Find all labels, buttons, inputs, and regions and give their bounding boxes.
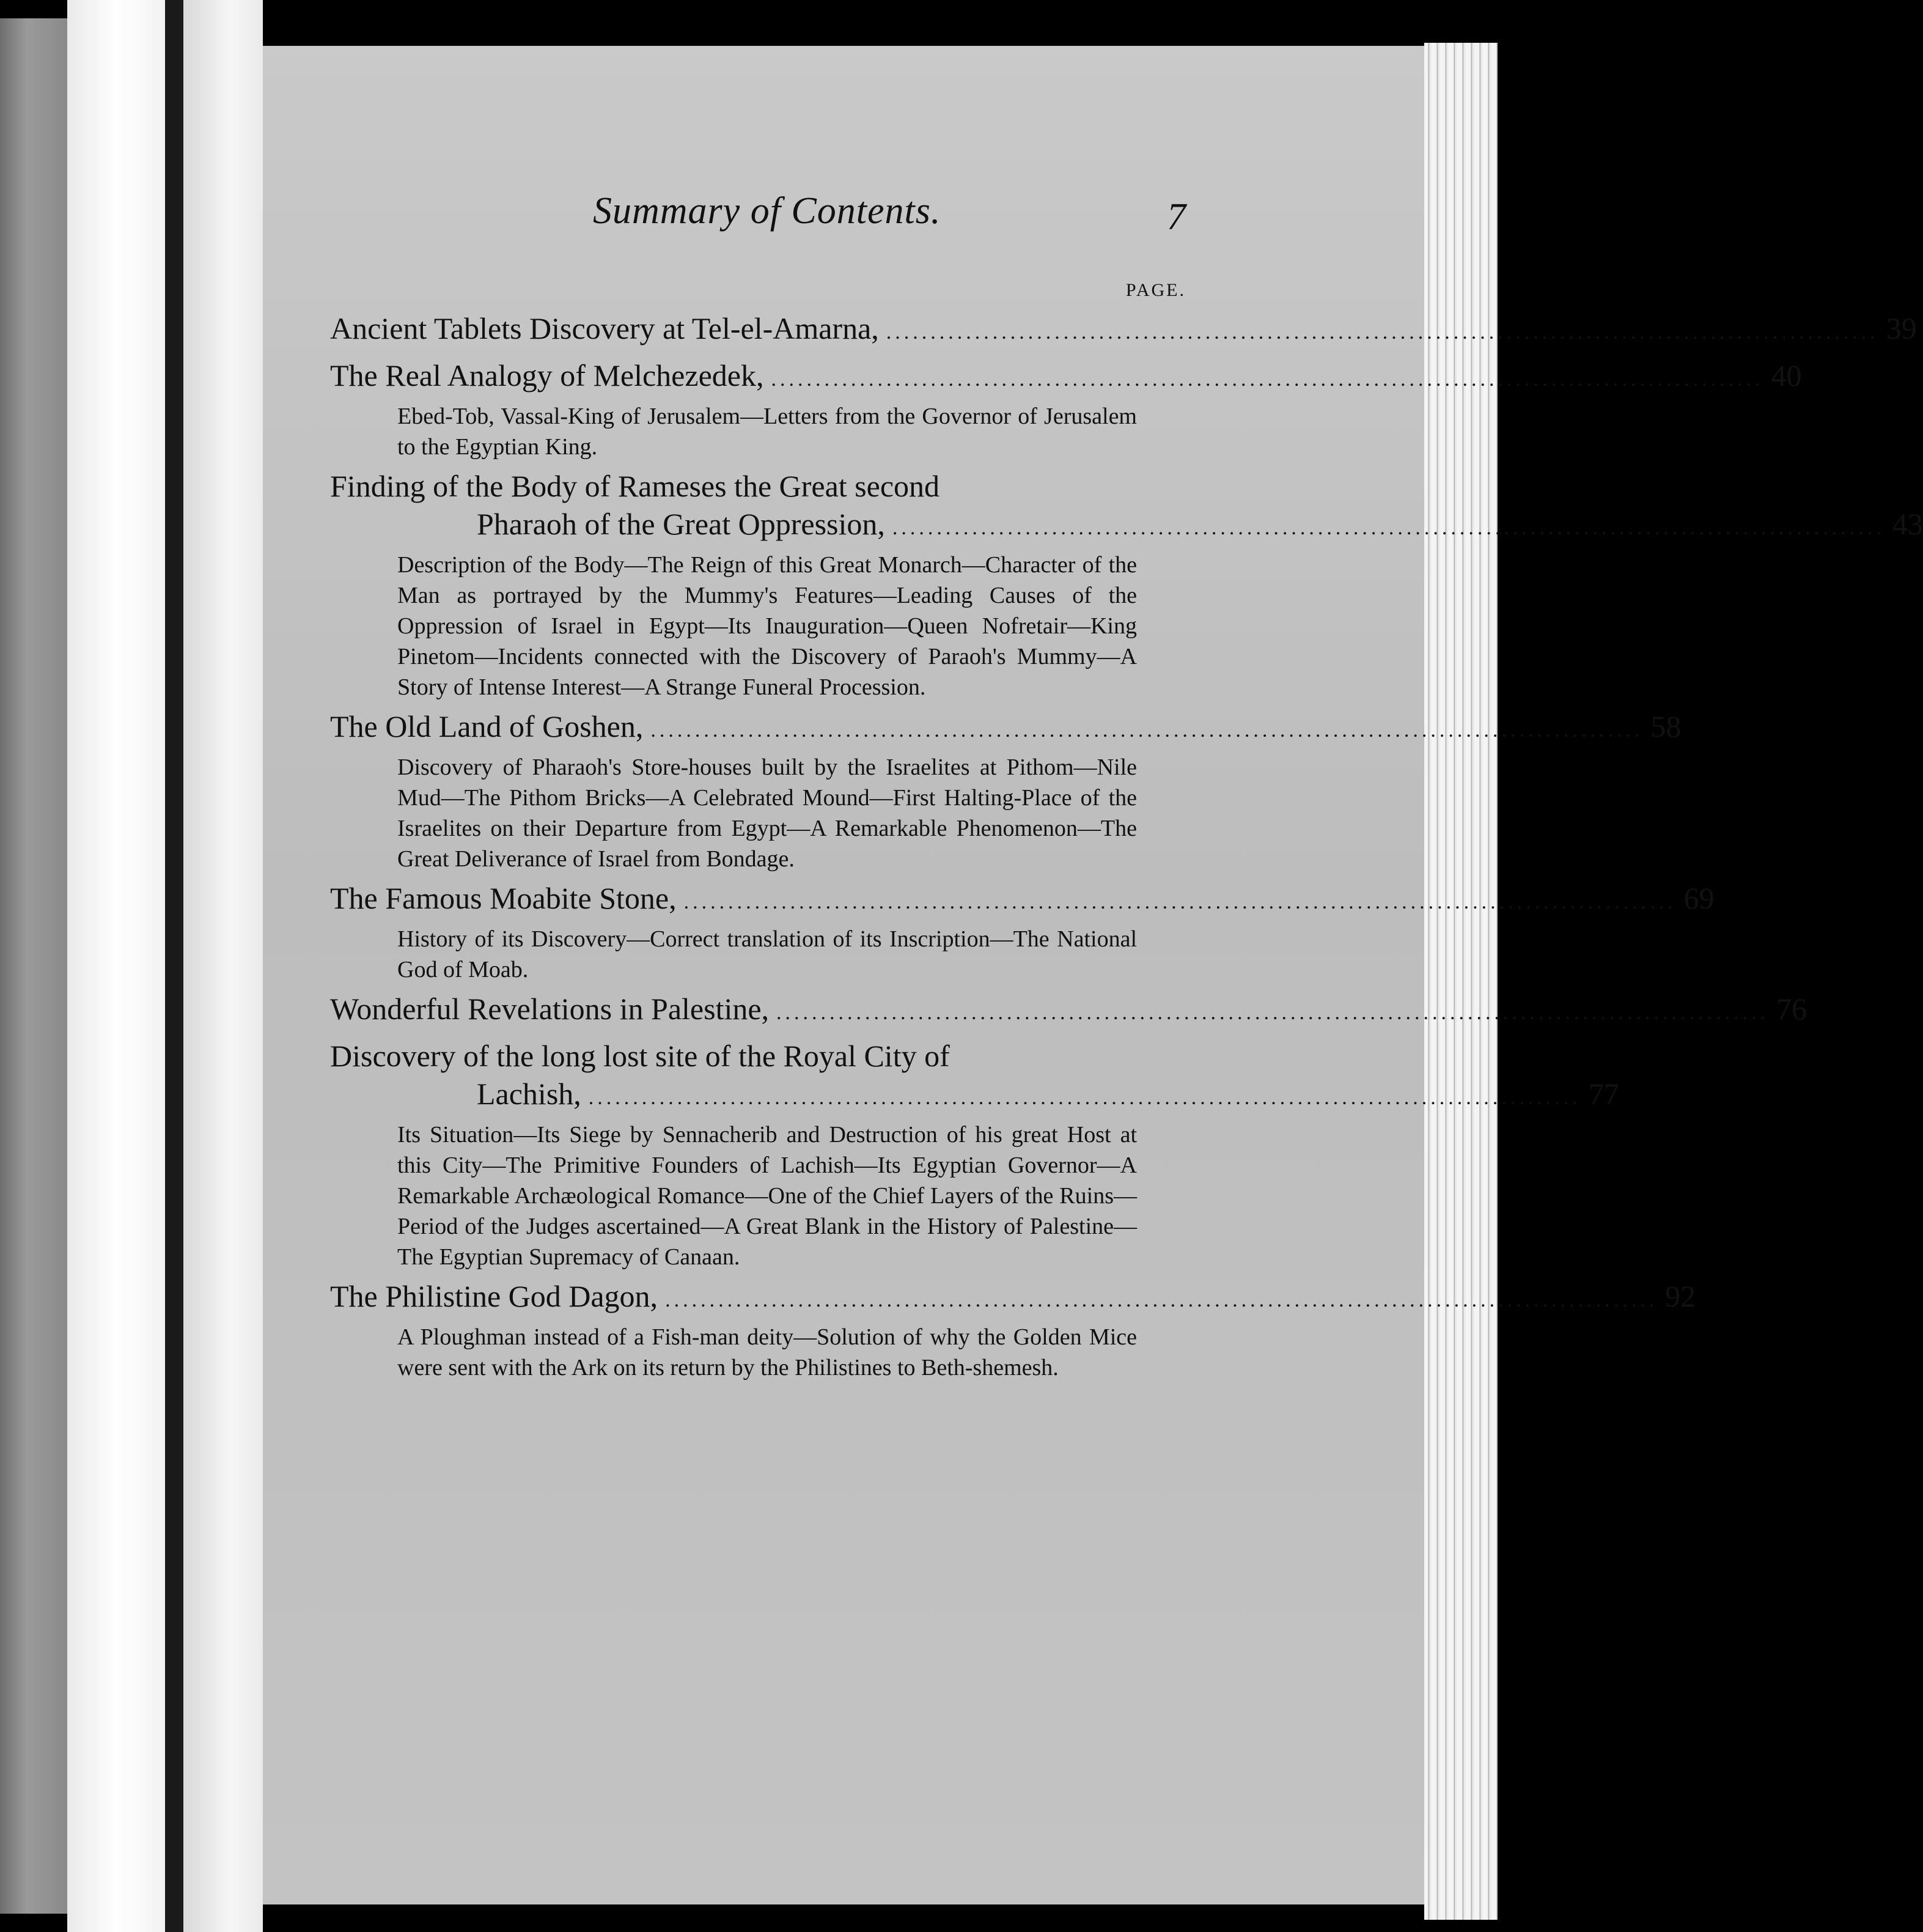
page-column-label: PAGE.: [1125, 280, 1186, 300]
dot-leader: ................................................................................................................: [771, 368, 1764, 391]
entry-page: 39: [1886, 311, 1917, 345]
entry-description: Description of the Body—The Reign of this Great Monarch—Character of the Man as portrayed by the Mummy's Features—Leading Causes of the Oppression of Israel in Egypt—Its Inauguration—Queen Nofretair—King Pinetom—Incidents connected with the Discovery of Paraoh's Mummy—A Story of Intense Interest—A Strange Funeral Procession.: [397, 552, 1137, 700]
contents-entry: [330, 356, 1802, 462]
page-number: 7: [1167, 196, 1186, 238]
entry-description: Discovery of Pharaoh's Store-houses built by the Israelites at Pithom—Nile Mud—The Pithom Bricks—A Celebrated Mound—First Halting-Place of the Israelites on their Departure from Egypt—A Remarkable Phenomenon—The Great Deliverance of Israel from Bondage.: [397, 754, 1137, 872]
contents-entry: [330, 467, 1923, 702]
entry-page: 58: [1650, 709, 1682, 743]
inner-margin-strip: [183, 0, 263, 1932]
entry-page: 40: [1771, 358, 1802, 393]
entry-title: The Famous Moabite Stone,: [330, 881, 677, 915]
entry-page: 76: [1776, 992, 1807, 1026]
entry-title: The Real Analogy of Melchezedek,: [330, 358, 764, 393]
contents-entry: [330, 1037, 1619, 1272]
entry-description: History of its Discovery—Correct translation of its Inscription—The National God of Moab.: [397, 926, 1137, 983]
left-margin-strip: [67, 0, 165, 1932]
dot-leader: ................................................................................................................: [650, 719, 1644, 742]
entry-title: Finding of the Body of Rameses the Great second: [330, 469, 940, 503]
previous-page-edge: [0, 18, 67, 1914]
running-title: Summary of Contents.: [593, 190, 941, 232]
running-head: [330, 177, 1198, 251]
entry-title: Ancient Tablets Discovery at Tel-el-Amarna,: [330, 311, 879, 345]
dot-leader: ................................................................................................................: [886, 321, 1879, 344]
entry-title-continued: Lachish,: [477, 1077, 581, 1111]
entry-description: Its Situation—Its Siege by Sennacherib and Destruction of his great Host at this City—The Primitive Founders of Lachish—Its Egyptian Governor—A Remarkable Archæological Romance—One of the Chief Layers of the Ruins—Period of the Judges ascertained—A Great Blank in the History of Palestine—The Egyptian Supremacy of Canaan.: [397, 1122, 1137, 1270]
contents-entry: [330, 309, 1917, 352]
entry-title: The Old Land of Goshen,: [330, 709, 644, 743]
entry-page: 43: [1892, 507, 1923, 541]
dot-leader: ................................................................................................................: [892, 517, 1885, 539]
contents-text: [330, 177, 1923, 1387]
entry-page: 77: [1588, 1077, 1619, 1111]
contents-entry: [330, 990, 1807, 1032]
entry-title: Discovery of the long lost site of the Royal City of: [330, 1039, 950, 1073]
contents-entry: [330, 1277, 1696, 1383]
entry-page: 69: [1683, 881, 1715, 915]
contents-entry: [330, 707, 1682, 874]
entry-page: 92: [1665, 1279, 1696, 1313]
entry-title: The Philistine God Dagon,: [330, 1279, 658, 1313]
dot-leader: ................................................................................................................: [776, 1001, 1770, 1024]
dot-leader: ................................................................................................................: [683, 891, 1677, 913]
entry-description: Ebed-Tob, Vassal-King of Jerusalem—Letters from the Governor of Jerusalem to the Egyptian King.: [397, 404, 1137, 460]
entry-description: A Ploughman instead of a Fish-man deity—Solution of why the Golden Mice were sent with the Ark on its return by the Philistines to Beth-shemesh.: [397, 1324, 1137, 1381]
entry-title-continued: Pharaoh of the Great Oppression,: [477, 507, 885, 541]
entry-title: Wonderful Revelations in Palestine,: [330, 992, 770, 1026]
dot-leader: ................................................................................................................: [665, 1289, 1658, 1311]
dot-leader: ................................................................................................................: [588, 1086, 1581, 1109]
contents-entry: [330, 879, 1715, 985]
